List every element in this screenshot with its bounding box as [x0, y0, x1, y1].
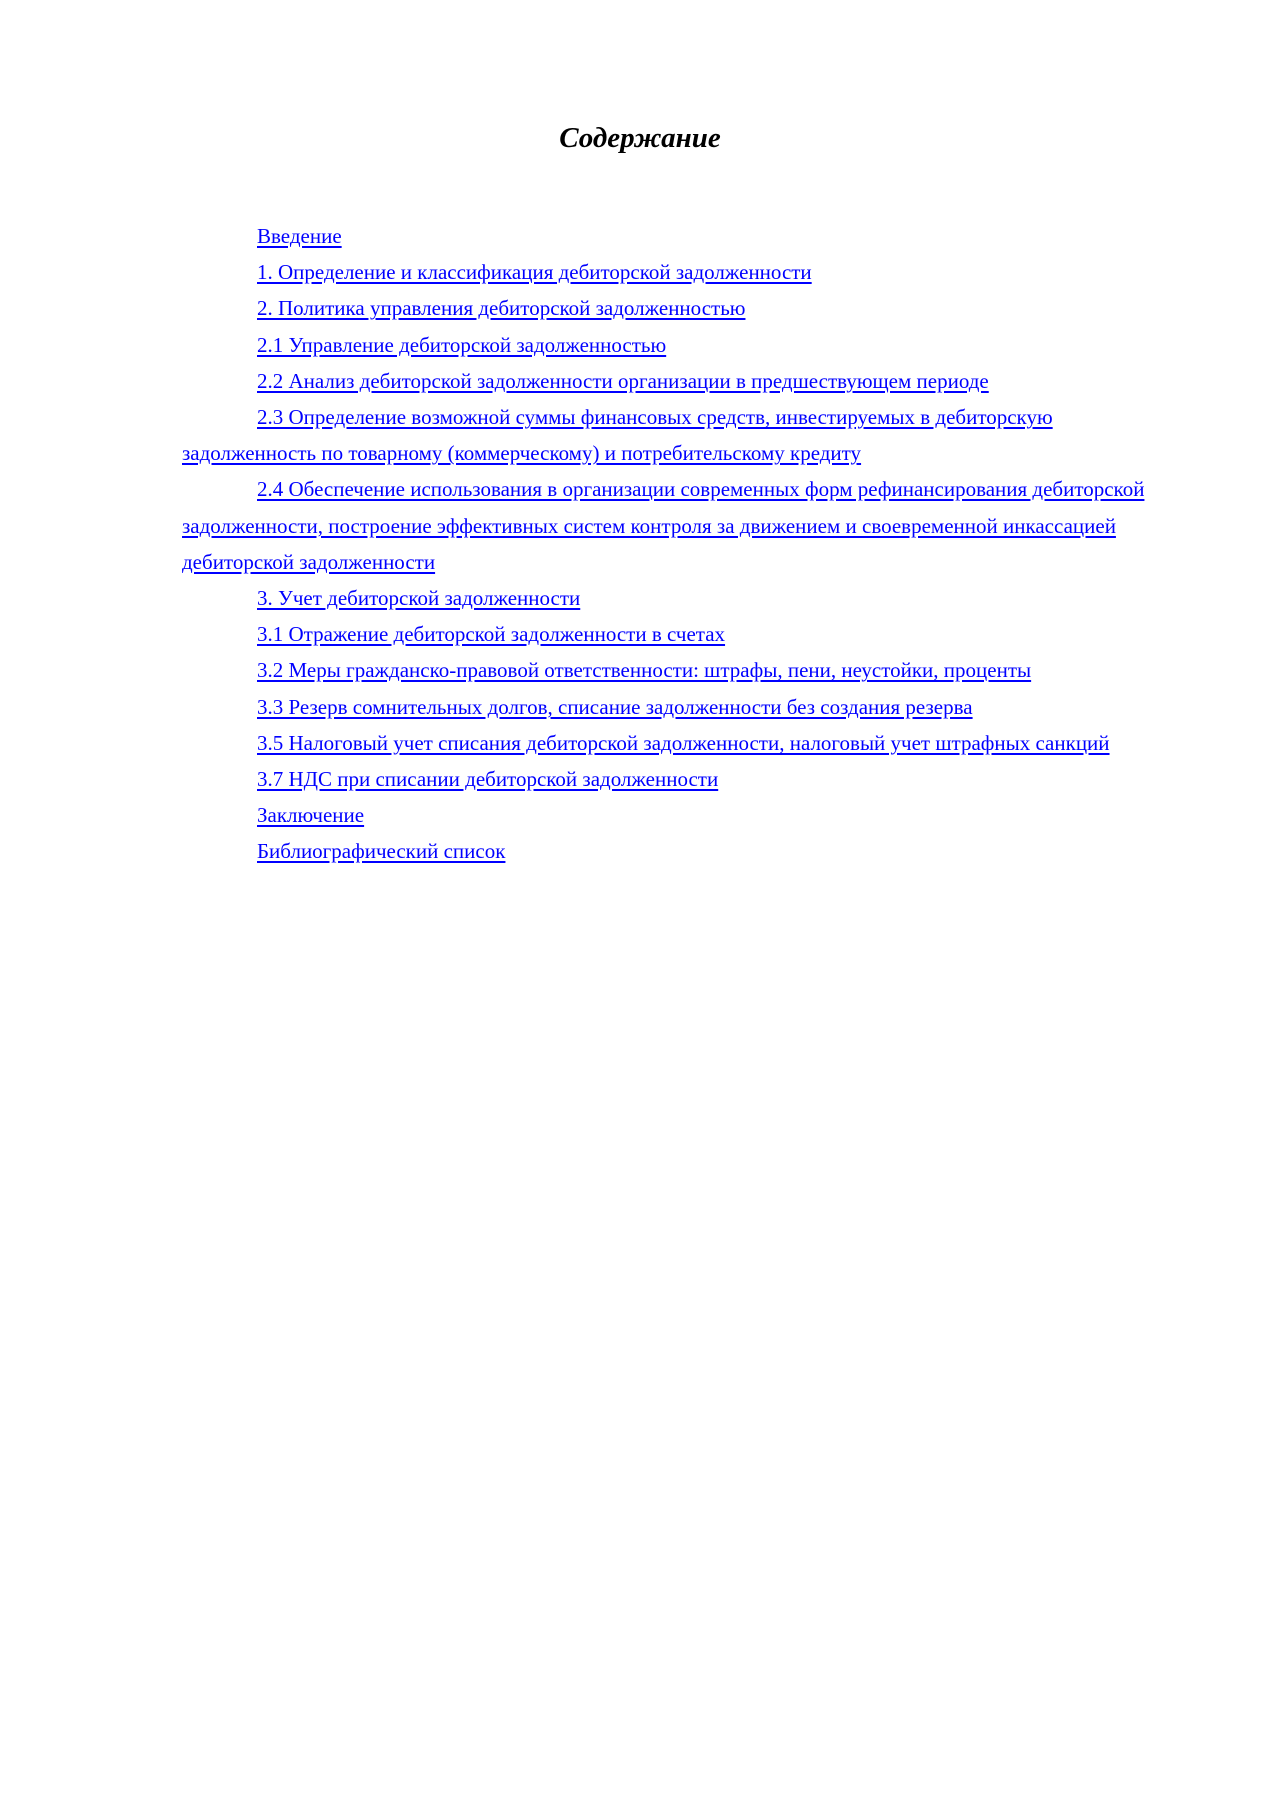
toc-link-2-1[interactable]: 2.1 Управление дебиторской задолженностью: [257, 332, 667, 357]
toc-item: [182, 327, 1182, 363]
toc-item: [182, 797, 1182, 833]
toc-link-3-7[interactable]: 3.7 НДС при списании дебиторской задолженности: [257, 767, 719, 792]
toc-item: [182, 218, 1182, 254]
toc-item: [182, 652, 1182, 688]
toc-item: [182, 399, 1182, 471]
toc-item: [182, 616, 1182, 652]
toc-link-3-1[interactable]: 3.1 Отражение дебиторской задолженности в счетах: [257, 622, 726, 647]
toc-link-2-3[interactable]: 2.3 Определение возможной суммы финансовых средств, инвестируемых в дебиторскую задолженность по товарному (коммерческому) и потребительскому кредиту: [182, 405, 1053, 466]
table-of-contents: [182, 218, 1182, 870]
toc-link-2[interactable]: 2. Политика управления дебиторской задолженностью: [257, 296, 746, 321]
toc-item: [182, 254, 1182, 290]
toc-item: [182, 833, 1182, 869]
toc-link-2-4[interactable]: 2.4 Обеспечение использования в организации современных форм рефинансирования дебиторской задолженности, построение эффективных систем контроля за движением и своевременной инкассацией дебиторской задолженности: [182, 477, 1145, 574]
toc-item: [182, 580, 1182, 616]
toc-item: [182, 761, 1182, 797]
toc-link-1[interactable]: 1. Определение и классификация дебиторской задолженности: [257, 260, 812, 285]
toc-link-3[interactable]: 3. Учет дебиторской задолженности: [257, 586, 581, 611]
toc-link-bibliography[interactable]: Библиографический список: [257, 839, 506, 864]
toc-link-introduction[interactable]: Введение: [257, 224, 342, 248]
toc-link-3-2[interactable]: 3.2 Меры гражданско-правовой ответственности: штрафы, пени, неустойки, проценты: [257, 658, 1032, 683]
toc-link-conclusion[interactable]: Заключение: [257, 803, 365, 828]
toc-link-3-5[interactable]: 3.5 Налоговый учет списания дебиторской задолженности, налоговый учет штрафных санкций: [257, 730, 1110, 755]
toc-link-2-2[interactable]: 2.2 Анализ дебиторской задолженности организации в предшествующем периоде: [257, 368, 989, 393]
page-title: Содержание: [559, 122, 721, 154]
toc-item: [182, 725, 1182, 761]
toc-link-3-3[interactable]: 3.3 Резерв сомнительных долгов, списание задолженности без создания резерва: [257, 694, 973, 719]
toc-item: [182, 290, 1182, 326]
toc-item: [182, 689, 1182, 725]
toc-item: [182, 363, 1182, 399]
toc-item: [182, 471, 1182, 580]
